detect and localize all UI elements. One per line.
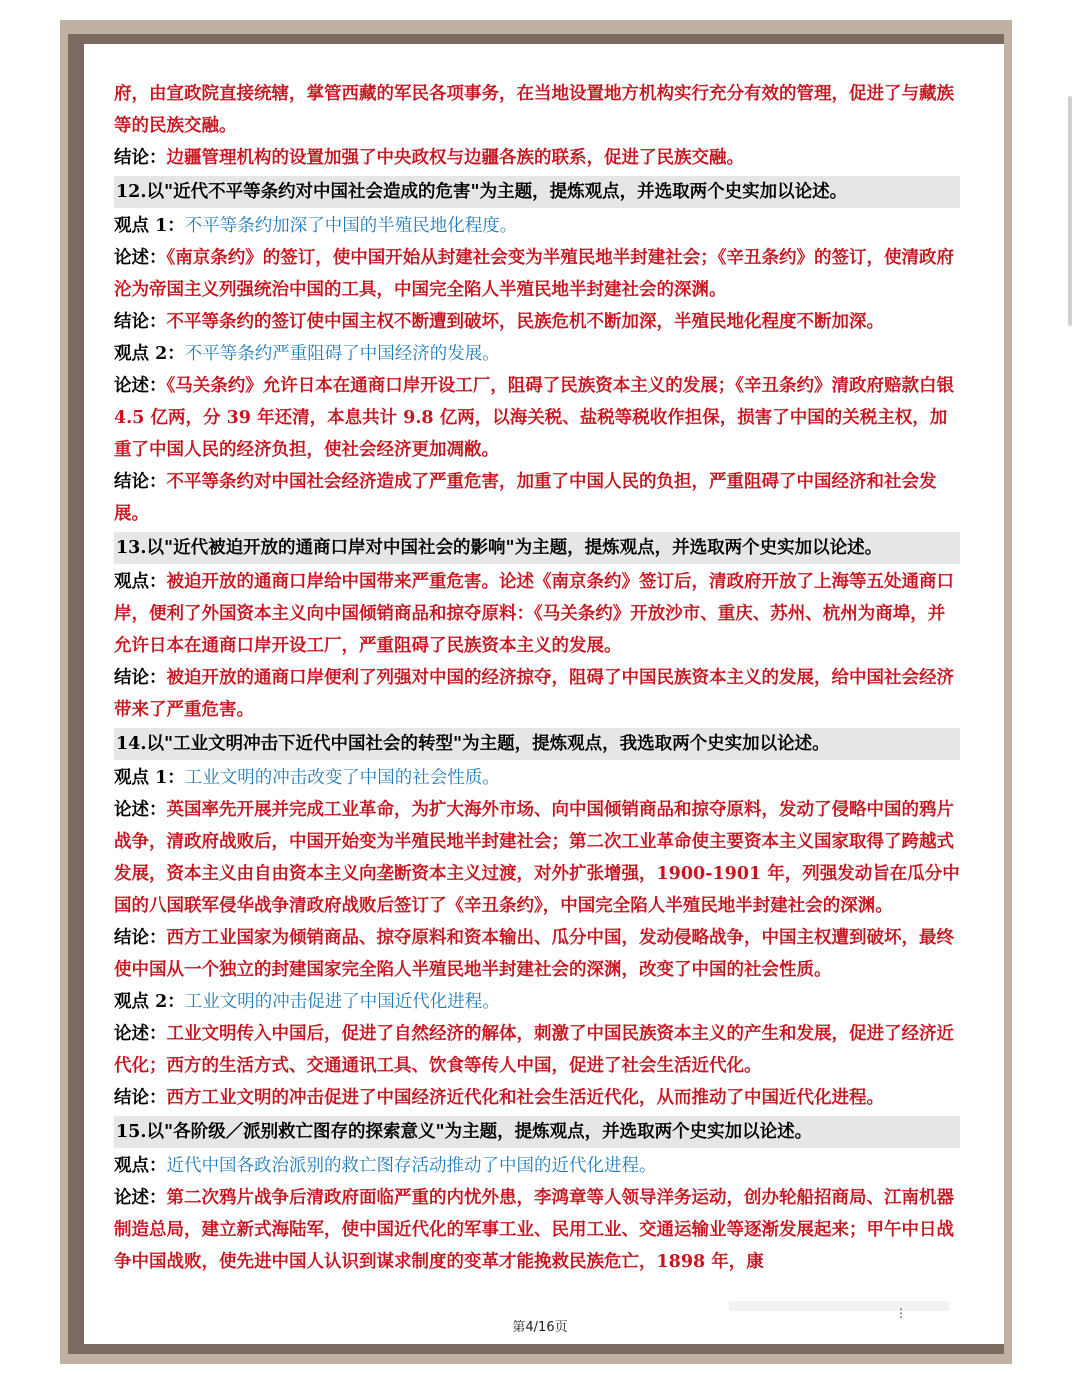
conclusion: 结论：被迫开放的通商口岸便利了列强对中国的经济掠夺，阻碍了中国民族资本主义的发展，给中国社会经济带来了严重危害。 <box>114 668 954 720</box>
page-content <box>114 78 960 1278</box>
selection-highlight <box>729 1301 949 1311</box>
conclusion: 结论：不平等条约对中国社会经济造成了严重危害，加重了中国人民的负担，严重阻碍了中国经济和社会发展。 <box>114 472 937 524</box>
question-14: 14.以"工业文明冲击下近代中国社会的转型"为主题，提炼观点，我选取两个史实加以论述。 <box>114 728 960 760</box>
question-12: 12.以"近代不平等条约对中国社会造成的危害"为主题，提炼观点，并选取两个史实加以论述。 <box>114 176 960 208</box>
conclusion: 结论：不平等条约的签订使中国主权不断遭到破坏，民族危机不断加深，半殖民地化程度不断加深。 <box>114 312 884 332</box>
question-13: 13.以"近代被迫开放的通商口岸对中国社会的影响"为主题，提炼观点，并选取两个史实加以论述。 <box>114 532 960 564</box>
text-red: 府，由宣政院直接统辖，掌管西藏的军民各项事务，在当地设置地方机构实行充分有效的管理，促进了与藏族等的民族交融。 <box>114 84 954 136</box>
page-number: 第4/16页 <box>512 1320 568 1335</box>
paragraph <box>114 78 960 142</box>
argument: 论述：《南京条约》的签订，使中国开始从封建社会变为半殖民地半封建社会；《辛丑条约》的签订，使清政府沦为帝国主义列强统治中国的工具，中国完全陷人半殖民地半封建社会的深渊。 <box>114 248 954 300</box>
more-icon[interactable]: ⋮ <box>895 1306 907 1320</box>
argument: 论述：工业文明传入中国后，促进了自然经济的解体，刺激了中国民族资本主义的产生和发展，促进了经济近代化；西方的生活方式、交通通讯工具、饮食等传人中国，促进了社会生活近代化。 <box>114 1024 954 1076</box>
conclusion: 结论：西方工业国家为倾销商品、掠夺原料和资本输出、瓜分中国，发动侵略战争，中国主权遭到破坏，最终使中国从一个独立的封建国家完全陷人半殖民地半封建社会的深渊，改变了中国的社会性质。 <box>114 928 954 980</box>
viewpoint: 观点 1：工业文明的冲击改变了中国的社会性质。 <box>114 768 500 788</box>
viewpoint: 观点 1：不平等条约加深了中国的半殖民地化程度。 <box>114 216 518 236</box>
argument: 论述：《马关条约》允许日本在通商口岸开设工厂，阻碍了民族资本主义的发展；《辛丑条约》清政府赔款白银 4.5 亿两，分 39 年还清，本息共计 9.8 亿两，以海关税、盐税等税收作担保，损害了中国的关税主权，加重了中国人民的经济负担，使社会经济更加凋敝。 <box>114 376 954 460</box>
question-15: 15.以"各阶级／派别救亡图存的探索意义"为主题，提炼观点，并选取两个史实加以论述。 <box>114 1116 960 1148</box>
conclusion: 结论：边疆管理机构的设置加强了中央政权与边疆各族的联系，促进了民族交融。 <box>114 148 744 168</box>
argument: 论述：第二次鸦片战争后清政府面临严重的内忧外患，李鸿章等人领导洋务运动，创办轮船招商局、江南机器制造总局，建立新式海陆军，使中国近代化的军事工业、民用工业、交通运输业等逐渐发展起来；甲午中日战争中国战败，使先进中国人认识到谋求制度的变革才能挽救民族危亡，1898 年，康 <box>114 1188 954 1272</box>
viewpoint: 观点：被迫开放的通商口岸给中国带来严重危害。论述《南京条约》签订后，清政府开放了上海等五处通商口岸，便利了外国资本主义向中国倾销商品和掠夺原料：《马关条约》开放沙市、重庆、苏州、杭州为商埠，并允许日本在通商口岸开设工厂，严重阻碍了民族资本主义的发展。 <box>114 572 954 656</box>
conclusion: 结论：西方工业文明的冲击促进了中国经济近代化和社会生活近代化，从而推动了中国近代化进程。 <box>114 1088 884 1108</box>
viewpoint: 观点 2：不平等条约严重阻碍了中国经济的发展。 <box>114 344 500 364</box>
argument: 论述：英国率先开展并完成工业革命，为扩大海外市场、向中国倾销商品和掠夺原料，发动了侵略中国的鸦片战争，清政府战败后，中国开始变为半殖民地半封建社会；第二次工业革命使主要资本主义国家取得了跨越式发展，资本主义由自由资本主义向垄断资本主义过渡，对外扩张增强，1900-1901 年，列强发动旨在瓜分中国的八国联军侵华战争清政府战败后签订了《辛丑条约》，中国完全陷人半殖民地半封建社会的深渊。 <box>114 800 960 916</box>
scrollbar-thumb[interactable] <box>1068 96 1072 326</box>
viewpoint: 观点：近代中国各政治派别的救亡图存活动推动了中国的近代化进程。 <box>114 1156 657 1176</box>
viewpoint: 观点 2：工业文明的冲击促进了中国近代化进程。 <box>114 992 500 1012</box>
